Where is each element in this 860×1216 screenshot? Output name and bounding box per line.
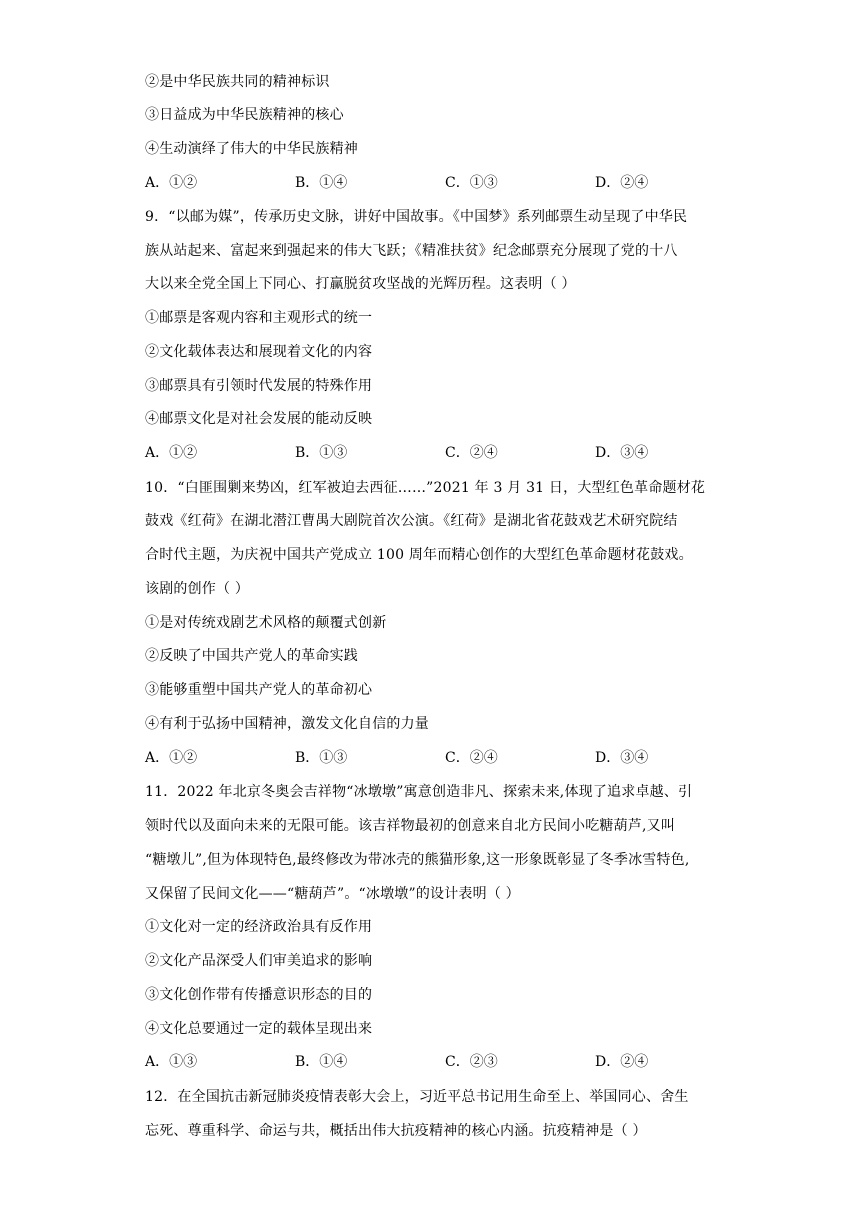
choice-item-2: ②反映了中国共产党人的革命实践 [145, 648, 358, 664]
choice-item-3: ③能够重塑中国共产党人的革命初心 [145, 682, 373, 698]
question-stem-line: 12．在全国抗击新冠肺炎疫情表彰大会上，习近平总书记用生命至上、举国同心、舍生 [145, 1089, 689, 1105]
question-stem-line: 合时代主题，为庆祝中国共产党成立 100 周年而精心创作的大型红色革命题材花鼓戏。 [145, 547, 693, 563]
option-b: B．①③ [295, 445, 348, 461]
question-stem-line: 忘死、尊重科学、命运与共，概括出伟大抗疫精神的核心内涵。抗疫精神是（ ） [145, 1123, 647, 1139]
choice-item-1: ①邮票是客观内容和主观形式的统一 [145, 310, 373, 326]
choice-item-4: ④有利于弘扬中国精神，激发文化自信的力量 [145, 716, 429, 732]
choice-item-2: ②是中华民族共同的精神标识 [145, 74, 330, 90]
choice-item-4: ④邮票文化是对社会发展的能动反映 [145, 411, 373, 427]
question-stem-line: 族从站起来、富起来到强起来的伟大飞跃；《精准扶贫》纪念邮票充分展现了党的十八 [145, 243, 678, 259]
option-b: B．①④ [295, 175, 348, 191]
choice-item-2: ②文化产品深受人们审美追求的影响 [145, 953, 373, 969]
choice-item-4: ④文化总要通过一定的载体呈现出来 [145, 1021, 373, 1037]
option-c: C．②③ [445, 1054, 498, 1070]
option-d: D．③④ [595, 750, 649, 766]
option-b: B．①③ [295, 750, 348, 766]
question-stem-line: 领时代以及面向未来的无限可能。该吉祥物最初的创意来自北方民间小吃糖葫芦,又叫 [145, 818, 676, 834]
question-stem-line: 又保留了民间文化——“糖葫芦”。“冰墩墩”的设计表明（ ） [145, 886, 520, 902]
choice-item-1: ①文化对一定的经济政治具有反作用 [145, 919, 373, 935]
choice-item-3: ③邮票具有引领时代发展的特殊作用 [145, 378, 373, 394]
choice-item-4: ④生动演绎了伟大的中华民族精神 [145, 141, 358, 157]
question-stem-line: 9．“以邮为媒”，传承历史文脉，讲好中国故事。《中国梦》系列邮票生动呈现了中华民 [145, 209, 688, 225]
option-a: A．①③ [145, 1054, 198, 1070]
option-d: D．③④ [595, 445, 649, 461]
question-stem-line: 11．2022 年北京冬奥会吉祥物“冰墩墩”寓意创造非凡、探索未来,体现了追求卓越、引 [145, 784, 693, 800]
option-c: C．②④ [445, 750, 498, 766]
option-b: B．①④ [295, 1054, 348, 1070]
choice-item-3: ③日益成为中华民族精神的核心 [145, 107, 344, 123]
option-a: A．①② [145, 750, 198, 766]
option-d: D．②④ [595, 175, 649, 191]
question-stem-line: 10．“白匪围剿来势凶，红军被迫去西征……”2021 年 3 月 31 日，大型红色革命题材花 [145, 480, 706, 496]
option-d: D．②④ [595, 1054, 649, 1070]
question-stem-line: 大以来全党全国上下同心、打赢脱贫攻坚战的光辉历程。这表明（ ） [145, 276, 576, 292]
option-c: C．①③ [445, 175, 498, 191]
choice-item-3: ③文化创作带有传播意识形态的目的 [145, 987, 373, 1003]
option-a: A．①② [145, 445, 198, 461]
question-stem-line: 鼓戏《红荷》在湖北潜江曹禺大剧院首次公演。《红荷》是湖北省花鼓戏艺术研究院结 [145, 513, 678, 529]
question-stem-line: “糖墩儿”,但为体现特色,最终修改为带冰壳的熊猫形象,这一形象既彰显了冬季冰雪特色, [145, 852, 690, 868]
option-a: A．①② [145, 175, 198, 191]
choice-item-1: ①是对传统戏剧艺术风格的颠覆式创新 [145, 615, 387, 631]
choice-item-2: ②文化载体表达和展现着文化的内容 [145, 344, 373, 360]
question-stem-line: 该剧的创作（ ） [145, 581, 250, 597]
option-c: C．②④ [445, 445, 498, 461]
